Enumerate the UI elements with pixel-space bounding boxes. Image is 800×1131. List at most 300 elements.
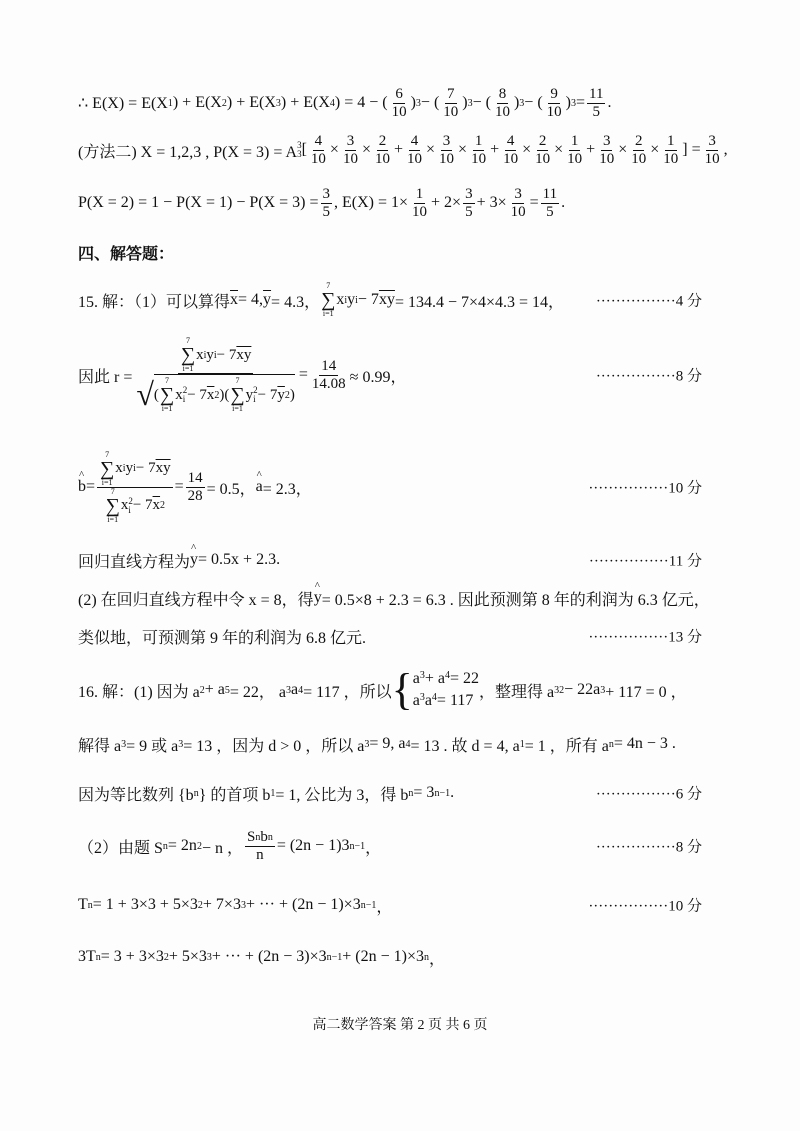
subscript: i [133,463,136,474]
score-marker: ················13 分 [588,629,702,646]
math-text: = 22 [449,670,479,687]
math-text: + [586,141,596,158]
math-text: + 3× [476,194,507,211]
math-text: 5 [546,203,554,220]
math-text: 11 [589,85,604,102]
fraction [463,186,475,221]
numerator [377,133,389,151]
radical-sign: √ [136,375,154,412]
superscript: 3 [519,97,525,109]
math-text: 10 [471,150,487,167]
math-text: S [246,828,256,845]
math-text: + 117 = 0 ， [605,683,687,701]
overline-mean: $\overline{xy}$ [236,346,252,363]
math-text: 10 [663,150,679,167]
superscript: n−1 [326,951,343,963]
superscript: 3 [570,97,576,109]
sum-upper-limit: 7 [326,281,331,290]
math-text: = 1, 公比为 3，得 b [275,786,409,804]
subscript: n [193,787,199,799]
math-text: = [529,194,539,211]
left-brace: { [391,665,413,714]
sum-upper-limit: 7 [235,376,240,385]
fraction [309,133,328,168]
math-text: + 7×3 [202,896,241,913]
math-text: 14.08 [311,375,346,392]
subscript: 1 [519,738,525,750]
denominator [405,151,424,168]
subscript: i [213,349,217,361]
subscript: 3 [600,684,606,696]
math-text: 1 [570,132,579,149]
math-text: = 4n − 3 . [613,735,676,752]
system-row [413,692,479,710]
math-text: 10 [391,103,407,120]
math-text: × [361,141,371,158]
math-text: 10 [342,150,358,167]
math-text: + (2n − 1)×3 [342,948,425,965]
summation-sign [321,282,335,318]
math-text: = 2n [167,837,197,854]
fraction [437,133,456,168]
math-text: 16. 解：(1) 因为 a [78,683,200,701]
math-text: ) [513,94,520,111]
overline-mean: $\overline{xy}$ [155,460,171,476]
numerator [245,829,275,847]
subscript: 2 [221,97,227,109]
math-text: T [78,896,88,913]
solution-line [78,946,445,969]
superscript: n−1 [360,899,377,911]
math-text: − n ， [201,839,243,857]
fraction [587,86,605,121]
superscript: 2 [163,951,169,963]
subscript: n [255,831,261,843]
numerator [178,337,254,374]
math-text: a [412,692,420,709]
math-text: + 5×3 [168,948,207,965]
fraction [565,133,584,168]
math-text: 因为等比数列 {b [78,786,194,804]
numerator [313,133,325,151]
math-text: × [522,141,532,158]
numerator [665,133,677,151]
math-text: × [458,141,468,158]
solution-line [78,133,728,168]
math-text: 3 [708,132,716,149]
math-text: ) [565,94,571,111]
numerator [548,86,560,104]
sum-lower-limit: i=1 [232,404,243,413]
superscript: 2 [253,385,258,395]
math-text: = 4.3， [271,293,321,311]
sum-upper-limit: 7 [165,376,170,385]
superscript: 2 [128,495,133,506]
subscript: 4 [431,692,437,703]
solution-line [78,451,312,524]
superscript: 2 [559,684,565,696]
math-text: − 7 [135,460,156,476]
math-text: 10 [503,150,519,167]
math-text: 5 [322,203,330,220]
overline-mean: $\overline{y}$ [277,386,285,403]
math-text: 10 [631,150,647,167]
math-text: 4 [410,132,419,149]
subscript: 3 [419,692,425,703]
superscript: 3 [240,899,246,911]
math-text: 9 [550,85,558,102]
math-text: ( [153,386,159,403]
math-text: 5 [465,203,473,220]
math-text: 3 [442,132,451,149]
numerator [409,133,421,151]
denominator [463,204,475,221]
math-text: 1 [415,185,424,202]
math-text: = 3 + 3×3 [100,948,164,965]
fraction [134,337,297,413]
math-text: = 134.4 − 7×4×4.3 = 14， [394,293,565,311]
math-text: − 7 [132,497,153,513]
math-text: ) + E(X [226,94,276,111]
denominator [103,488,167,524]
summation-sign [100,451,114,487]
math-text: n [256,846,264,863]
math-text: x [196,346,204,363]
superscript: 2 [284,389,290,401]
subscript: 4 [329,97,335,109]
numerator [345,133,357,151]
denominator [544,204,556,221]
subscript: 1 [167,97,173,109]
math-text: + a [204,681,225,698]
math-text: − 7 [357,291,379,308]
subscript: i [203,349,207,361]
math-text: = 0.5×8 + 2.3 = 6.3 . 因此预测第 8 年的利润为 6.3 亿元， [321,591,710,609]
denominator [590,104,602,121]
score-marker: ················10 分 [588,898,702,915]
math-text: y [125,460,134,476]
solution-line [78,665,687,714]
solution-line [78,894,392,917]
superscript: 2 [197,899,203,911]
section-heading [78,241,174,264]
denominator [134,374,297,413]
subscript: i [128,504,131,515]
subscript: 3 [554,684,560,696]
math-text: 5 [592,103,600,120]
math-text: ] = [682,141,701,158]
math-text: 3 [346,132,355,149]
denominator [186,488,205,505]
math-text: 1 [667,132,675,149]
math-text: + [490,141,500,158]
math-text: 1 [474,132,483,149]
math-text: [ [301,141,307,158]
math-text: − 7 [216,346,237,363]
math-text: × [426,141,436,158]
math-text: = 117 ，所以 [303,683,392,701]
fraction [629,133,648,168]
solution-line [78,829,381,864]
math-text: × [618,141,628,158]
numerator [497,86,509,104]
math-text: 3 [465,185,473,202]
sum-lower-limit: i=1 [161,404,173,413]
math-text: ) [289,386,295,403]
subscript: n [87,899,93,911]
math-text: 10 [510,203,526,220]
summation-sign [230,377,244,413]
math-text: 类似地，可预测第 9 年的利润为 6.8 亿元. [78,629,367,647]
sum-upper-limit: 7 [110,486,115,496]
system-rows [413,670,479,710]
fraction [97,451,173,524]
math-text: = 1 ，所有 a [524,737,609,755]
math-text: = 1 + 3×3 + 5×3 [92,896,198,913]
math-text: 4 [314,132,323,149]
sum-lower-limit: i=1 [107,514,119,524]
numerator [97,451,173,488]
numerator [473,133,485,151]
math-text: 回归直线方程为 [78,553,191,571]
fraction [509,186,528,221]
fraction [321,186,333,221]
superscript: 3 [467,97,473,109]
solution-line [78,186,565,221]
sigma-symbol: ∑ [321,289,336,311]
hat-estimate: ^ y [190,551,198,569]
subscript: i [122,463,126,474]
fraction [545,86,564,121]
subscript: 3 [286,684,292,696]
subscript: 1 [270,787,276,799]
math-text: （2）由题 S [78,839,163,857]
math-text: . [607,94,612,111]
math-text: − ( [472,94,491,111]
math-text: − 7 [187,386,207,403]
page-footer: 高二数学答案 第 2 页 共 6 页 [312,1018,488,1033]
math-text: = 9, a [369,735,406,752]
math-text: = 0.5， [206,480,256,498]
subscript: i [253,394,256,404]
math-text: P(X = 2) = 1 − P(X = 1) − P(X = 3) = [78,194,319,211]
numerator [319,358,338,376]
subscript: 4 [298,684,304,696]
math-text: + a [424,670,445,687]
math-text: = [174,478,184,495]
math-text: , [723,141,728,158]
denominator [309,151,328,168]
math-text: = 0.5x + 2.3. [198,551,281,568]
numerator [537,133,549,151]
overline-mean: $\overline{x}$ [206,386,215,403]
math-text: 10 [704,150,720,167]
math-text: 11 [542,185,558,202]
sum-lower-limit: i=1 [322,309,334,318]
math-text: ，整理得 a [478,683,555,701]
math-text: 14 [187,469,203,486]
math-text: + ··· + (2n − 3)×3 [211,948,327,965]
score-marker: ················6 分 [595,786,702,803]
score-marker: ················8 分 [595,368,702,385]
superscript: n [424,951,430,963]
denominator [629,151,648,168]
solution-line [78,549,280,572]
math-text: = 4, [238,291,264,308]
numerator [706,133,718,151]
math-text: (方法二) X = 1,2,3 , P(X = 3) = A [78,143,298,161]
fraction [533,133,552,168]
math-text: = 117 [436,692,474,709]
superscript: 3 [415,97,421,109]
math-text: 10 [535,150,551,167]
math-text: = 22， a [229,683,287,701]
denominator [321,204,333,221]
numerator [587,86,605,104]
math-text: 10 [494,103,510,120]
numerator [441,133,453,151]
solution-line [78,282,564,318]
solution-line [78,625,366,648]
subscript: 3 [364,738,370,750]
fraction [597,133,616,168]
denominator [310,376,348,393]
numerator [186,470,205,488]
math-text: + ··· + (2n − 1)×3 [245,896,361,913]
superscript: 3 [297,140,302,150]
superscript: 2 [196,840,202,852]
numerator [463,186,475,204]
fraction [245,829,275,864]
math-text: − ( [420,94,440,111]
math-text: + [393,141,403,158]
numerator [445,86,457,104]
fraction [390,86,409,121]
math-text: = 9 或 a [126,737,179,755]
summation-sign [160,377,174,413]
math-text: 3T [78,948,96,965]
denominator [509,204,528,221]
denominator [441,104,460,121]
math-text: × [650,141,660,158]
fraction [501,133,520,168]
denominator [703,151,722,168]
numerator [569,133,581,151]
sum-upper-limit: 7 [105,449,110,459]
math-text: b [260,828,268,845]
math-text: ∴ E(X) = E(X [78,95,168,112]
math-text: = 13 ，因为 d > 0 ，所以 a [183,737,365,755]
math-text: 14 [321,357,337,374]
fraction [541,186,559,221]
math-text: 15. 解：（1）可以算得 [78,293,231,311]
superscript: 2 [214,389,220,401]
math-text: )( [219,386,230,403]
math-text: a [412,670,420,687]
math-text: y [206,346,214,363]
math-text: 6 [395,85,403,102]
math-text: y [347,291,356,308]
math-text: = [86,478,96,495]
sigma-symbol: ∑ [105,494,120,517]
numerator [512,186,524,204]
overline-mean: $\overline{xy}$ [378,291,395,308]
numerator [505,133,517,151]
math-text: 10 [412,203,428,220]
score-marker: ················4 分 [595,293,702,310]
subscript: 2 [199,684,205,696]
math-text: 4 [506,132,515,149]
math-text: 10 [439,150,455,167]
sigma-symbol: ∑ [180,344,196,366]
sum-lower-limit: i=1 [182,364,194,373]
subscript: 3 [275,97,281,109]
score-marker: ················8 分 [595,839,702,856]
math-text: 10 [567,150,583,167]
math-text: ， [365,839,382,857]
denominator [501,151,520,168]
overline-mean: $\overline{x}$ [230,291,239,308]
math-text: = [298,366,308,383]
math-text: + 2× [431,194,462,211]
subscript: 4 [405,738,411,750]
fraction [469,133,488,168]
fraction [373,133,392,168]
overline-mean: $\overline{y}$ [263,291,272,308]
math-text: . [450,784,455,801]
subscript: n [95,951,101,963]
math-text: 28 [187,487,203,504]
overline-mean: $\overline{x}$ [152,497,161,513]
math-text: 10 [374,150,390,167]
numerator [414,186,426,204]
denominator [373,151,392,168]
sum-lower-limit: i=1 [101,477,113,487]
math-text: ) [410,94,416,111]
subscript: 3 [121,738,127,750]
numerator [601,133,613,151]
denominator [390,104,409,121]
math-text: 3 [514,185,522,202]
math-text: x [336,291,345,308]
fraction [493,86,512,121]
square-root [136,374,295,413]
math-text: , E(X) = 1× [334,194,409,211]
subscript: n [608,738,614,750]
math-text: ) + E(X [280,94,330,111]
fraction [410,186,429,221]
fraction [310,358,348,393]
math-text: ≈ 0.99， [349,368,407,386]
math-text: y [245,386,254,403]
math-text: = 3 [413,784,435,801]
math-text: ) = 4 − ( [334,94,388,111]
solution-line [78,782,454,805]
math-text: 解得 a [78,737,122,755]
numerator [633,133,645,151]
fraction [405,133,424,168]
math-text: = 13 . 故 d = 4, a [410,737,520,755]
math-text: 10 [407,150,422,167]
math-text: 10 [310,150,326,167]
denominator [597,151,616,168]
superscript: 2 [160,500,166,511]
summation-sign [106,488,120,524]
subscript: n [408,787,414,799]
system-row [413,670,479,688]
math-text: x [120,497,129,513]
solution-line [78,587,710,610]
